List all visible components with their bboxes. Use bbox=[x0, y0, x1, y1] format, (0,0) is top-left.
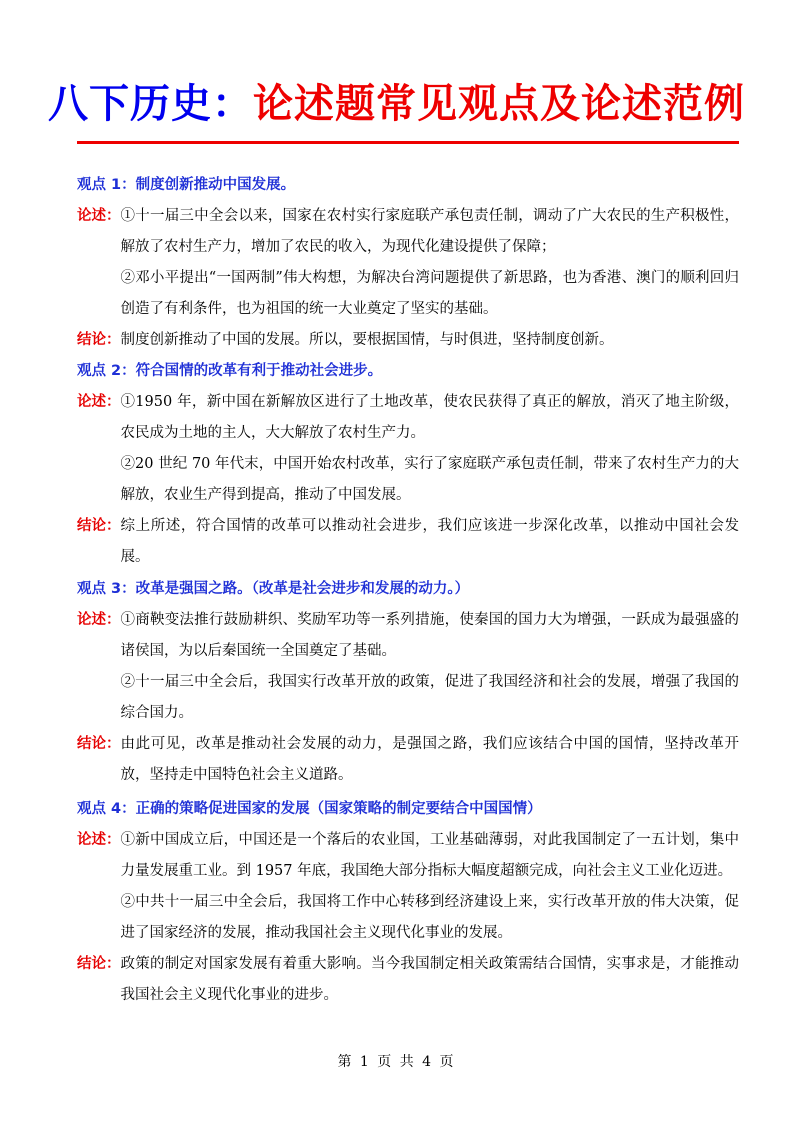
title-topic: 论述题常见观点及论述范例 bbox=[253, 81, 745, 127]
argument-label: 论述： bbox=[77, 612, 121, 628]
argument-point: ①商鞅变法推行鼓励耕织、奖励军功等一系列措施，使秦国的国力大为增强，一跃成为最强盛的诸侯国，为以后秦国统一全国奠定了基础。 bbox=[120, 612, 739, 659]
argument-block bbox=[77, 201, 739, 325]
argument-point: ②邓小平提出“一国两制”伟大构想，为解决台湾问题提供了新思路，也为香港、澳门的顺利回归创造了有利条件，也为祖国的统一大业奠定了坚实的基础。 bbox=[120, 270, 739, 317]
viewpoint-heading: 观点 3：改革是强国之路。（改革是社会进步和发展的动力。） bbox=[77, 581, 470, 597]
argument-point: ②20 世纪 70 年代末，中国开始农村改革，实行了家庭联产承包责任制，带来了农村生产力的大解放，农业生产得到提高，推动了中国发展。 bbox=[120, 456, 739, 503]
argument-label: 论述： bbox=[77, 394, 121, 410]
argument-label: 论述： bbox=[77, 208, 121, 224]
page-title bbox=[0, 76, 793, 132]
conclusion-label: 结论： bbox=[77, 332, 121, 348]
viewpoint-section-1 bbox=[77, 170, 739, 356]
argument-point: ②十一届三中全会后，我国实行改革开放的政策，促进了我国经济和社会的发展，增强了我国的综合国力。 bbox=[120, 674, 739, 721]
conclusion-text: 综上所述，符合国情的改革可以推动社会进步，我们应该进一步深化改革，以推动中国社会发展。 bbox=[120, 518, 739, 565]
conclusion-text: 政策的制定对国家发展有着重大影响。当今我国制定相关政策需结合国情，实事求是，才能推动我国社会主义现代化事业的进步。 bbox=[120, 956, 739, 1003]
conclusion-text: 制度创新推动了中国的发展。所以，要根据国情，与时俱进，坚持制度创新。 bbox=[120, 332, 614, 348]
viewpoint-section-3 bbox=[77, 574, 739, 791]
conclusion-text: 由此可见，改革是推动社会发展的动力，是强国之路，我们应该结合中国的国情，坚持改革开放，坚持走中国特色社会主义道路。 bbox=[120, 736, 739, 783]
viewpoint-heading: 观点 1：制度创新推动中国发展。 bbox=[77, 177, 296, 193]
title-underline bbox=[77, 141, 739, 144]
conclusion-block bbox=[77, 325, 739, 356]
argument-point: ②中共十一届三中全会后，我国将工作中心转移到经济建设上来，实行改革开放的伟大决策，促进了国家经济的发展，推动我国社会主义现代化事业的发展。 bbox=[120, 894, 739, 941]
argument-point: ①十一届三中全会以来，国家在农村实行家庭联产承包责任制，调动了广大农民的生产积极性，解放了农村生产力，增加了农民的收入，为现代化建设提供了保障； bbox=[120, 208, 739, 255]
argument-point: ①新中国成立后，中国还是一个落后的农业国，工业基础薄弱，对此我国制定了一五计划，集中力量发展重工业。到 1957 年底，我国绝大部分指标大幅度超额完成，向社会主义工业化迈进。 bbox=[120, 832, 739, 879]
conclusion-block bbox=[77, 729, 739, 791]
argument-label: 论述： bbox=[77, 832, 121, 848]
conclusion-block bbox=[77, 511, 739, 573]
argument-block bbox=[77, 605, 739, 729]
conclusion-label: 结论： bbox=[77, 736, 121, 752]
title-subject: 八下历史： bbox=[48, 81, 253, 127]
argument-block bbox=[77, 387, 739, 511]
argument-block bbox=[77, 825, 739, 949]
conclusion-block bbox=[77, 949, 739, 1011]
viewpoint-heading: 观点 2：符合国情的改革有利于推动社会进步。 bbox=[77, 363, 383, 379]
page-number-footer: 第 1 页 共 4 页 bbox=[337, 1054, 456, 1070]
conclusion-label: 结论： bbox=[77, 956, 121, 972]
argument-point: ①1950 年，新中国在新解放区进行了土地改革，使农民获得了真正的解放，消灭了地主阶级，农民成为土地的主人，大大解放了农村生产力。 bbox=[120, 394, 739, 441]
conclusion-label: 结论： bbox=[77, 518, 121, 534]
viewpoint-section-2 bbox=[77, 356, 739, 573]
viewpoint-section-4 bbox=[77, 794, 739, 1011]
viewpoint-heading: 观点 4：正确的策略促进国家的发展（国家策略的制定要结合中国国情） bbox=[77, 801, 542, 817]
